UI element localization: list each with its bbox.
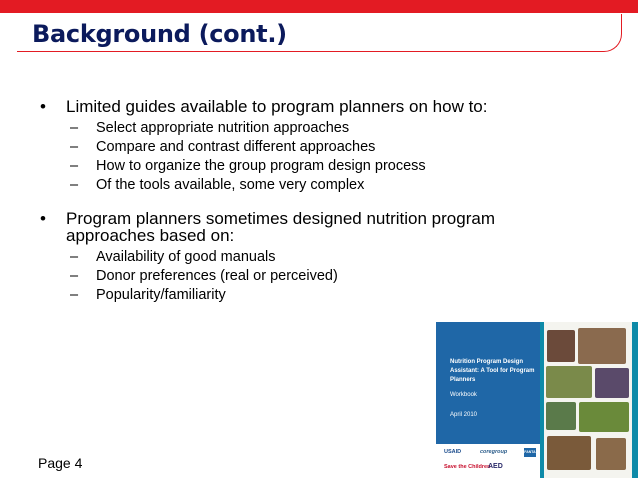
page-number: Page 4 [38, 455, 83, 471]
sub-bullet-item [70, 176, 540, 195]
photo-community [547, 436, 591, 470]
sub-bullet-text: How to organize the group program design process [96, 158, 426, 174]
cover-accent-strip [632, 322, 638, 478]
fanta-logo: FANTA [524, 448, 536, 457]
aed-logo: AED [488, 463, 503, 470]
photo-children [595, 368, 629, 398]
slide-content [40, 98, 540, 305]
sub-bullet-text: Donor preferences (real or perceived) [96, 268, 338, 284]
sub-bullet-item [70, 248, 540, 267]
bullet-text: Program planners sometimes designed nutrition program approaches based on: [66, 209, 495, 245]
cover-date: April 2010 [450, 412, 478, 418]
dash-icon: – [70, 268, 79, 284]
photo-field-work [546, 402, 576, 430]
sub-bullet-text: Popularity/familiarity [96, 287, 226, 303]
sub-bullet-text: Compare and contrast different approaches [96, 139, 376, 155]
coregroup-logo: coregroup [480, 449, 508, 455]
sub-bullet-list [70, 248, 540, 305]
dash-icon: – [70, 158, 79, 174]
save-the-children-logo: Save the Children [444, 464, 491, 470]
bullet-item [40, 98, 540, 115]
sub-bullet-item [70, 138, 540, 157]
slide-title: Background (cont.) [32, 20, 287, 48]
photo-mother-child [547, 330, 575, 362]
bullet-icon: • [40, 97, 46, 116]
dash-icon: – [70, 139, 79, 155]
cover-panel [436, 322, 540, 444]
workbook-cover-image [436, 322, 638, 478]
bullet-icon: • [40, 209, 46, 228]
cover-logo-strip [436, 444, 540, 478]
sub-bullet-text: Of the tools available, some very complex [96, 177, 365, 193]
dash-icon: – [70, 287, 79, 303]
cover-title: Nutrition Program Design Assistant: A Tool for Program Planners [450, 359, 535, 383]
photo-market [546, 366, 592, 398]
top-red-bar [0, 0, 638, 13]
dash-icon: – [70, 249, 79, 265]
sub-bullet-item [70, 119, 540, 138]
photo-child-eating [596, 438, 626, 470]
photo-family-group [578, 328, 626, 364]
bullet-item [40, 210, 540, 244]
dash-icon: – [70, 120, 79, 136]
sub-bullet-text: Availability of good manuals [96, 249, 276, 265]
usaid-logo: USAID [444, 449, 462, 455]
bullet-text: Limited guides available to program planners on how to: [66, 97, 488, 116]
cover-subtitle: Workbook [450, 392, 477, 398]
photo-garden [579, 402, 629, 432]
dash-icon: – [70, 177, 79, 193]
sub-bullet-item [70, 267, 540, 286]
sub-bullet-item [70, 286, 540, 305]
sub-bullet-item [70, 157, 540, 176]
bullet-group [40, 210, 540, 305]
cover-photo-collage [544, 322, 632, 478]
sub-bullet-list [70, 119, 540, 195]
bullet-group [40, 98, 540, 195]
sub-bullet-text: Select appropriate nutrition approaches [96, 120, 350, 136]
